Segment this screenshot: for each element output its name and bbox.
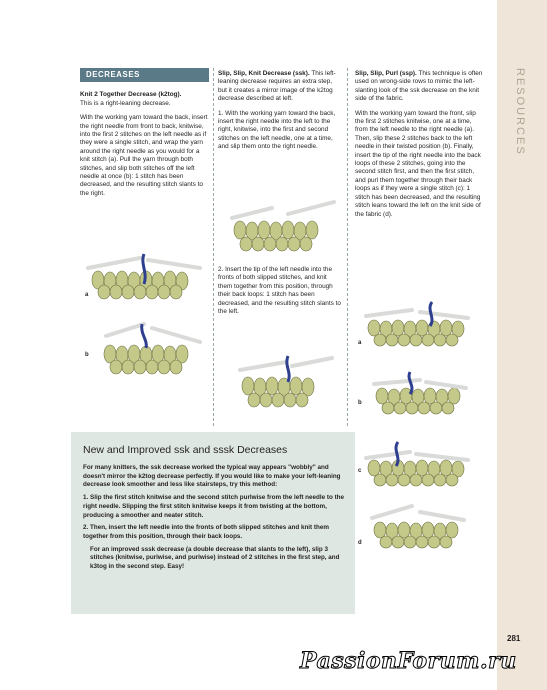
ssp-illustration-b [370,370,470,416]
tip-item-2: 2. Then, insert the left needle into the fronts of both slipped stitches and knit them together from this position, through their back loops. [83,524,329,540]
tip-item-1: 1. Slip the first stitch knitwise and the second stitch purlwise from the left needle to the right needle. Slipping the first stitch knitwise keeps it from twisting at the bottom, producing a smoother and neater stitch. [83,494,345,519]
section-heading: DECREASES [80,68,209,82]
k2tog-illustration-a [84,250,204,300]
k2tog-intro: This is a right-leaning decrease. [80,99,171,107]
watermark: PassionForum.ru [300,648,517,674]
ssp-illustration-c [362,438,472,488]
side-tab-label: RESOURCES [514,68,526,156]
ssp-illustration-d [368,498,468,550]
ssp-subheading: Slip, Slip, Purl (ssp). [355,70,417,77]
ssk-illustration-1 [228,196,338,256]
column-k2tog [80,68,209,204]
caption-b: b [85,352,89,358]
page-number: 281 [507,634,521,643]
ssp-body: With the working yarn toward the front, slip the first 2 stitches knitwise, one at a time, from the left needle to the right needle (a). Then, slip these 2 stitches back to the left needle in their twisted position (b). Finally, insert the tip of the right needle into the back loops of these 2 stitches, going into the second stitch first, and then the first stitch, and purl them together through their back loops as if they were a single stitch (c): 1 stitch has been decreased, and the resulting stitch leans toward the left on the knit side of the fabric (d). [355,109,481,218]
caption-a: a [85,292,89,298]
caption-c: c [358,468,362,474]
k2tog-illustration-b [96,318,206,378]
column-ssk [218,70,342,158]
tip-box-body [83,464,345,576]
ssk-step-1: 1. With the working yarn toward the back, insert the right needle into the left to the right, knitwise, into the first and second stitches on the left needle, one at a time, and slip them onto the right needle. [218,109,336,151]
column-divider [347,68,348,426]
ssk-subheading: Slip, Slip, Knit Decrease (ssk). [218,70,310,77]
ssk-illustration-2 [236,352,336,410]
ssk-step-2: 2. Insert the tip of the left needle into the fronts of both slipped stitches, and knit them together from this position, through their back loops: 1 stitch has been decreased, and the resulting stitch slants to the left. [218,266,341,316]
k2tog-subheading: Knit 2 Together Decrease (k2tog). [80,91,182,99]
caption-a: a [358,340,362,346]
tip-box-title: New and Improved ssk and sssk Decreases [83,444,288,456]
column-ssp [355,70,485,225]
ssp-illustration-a [362,300,472,348]
ssp-intro: This technique is often used on wrong-side rows to mimic the left-slanting look of the ssk decrease on the knit side of the fabric. [355,70,483,103]
column-ssk-step2 [218,266,342,322]
tip-paragraph-2: For an improved sssk decrease (a double decrease that slants to the left), slip 3 stitches (knitwise, purlwise, and purlwise) instead of 2 stitches in the first step, and k3tog in the second step. Easy! [90,545,340,571]
ssk-intro: This left-leaning decrease requires an extra step, but it creates a mirror image of the k2tog decrease described at left. [218,70,336,103]
tip-paragraph-1: For many knitters, the ssk decrease worked the typical way appears "wobbly" and doesn't mirror the k2tog decrease perfectly. If you would like to make your left-leaning decrease look smoother and less like stairsteps, try this method: [83,464,341,489]
k2tog-body: With the working yarn toward the back, insert the right needle from front to back, knitwise, into the first 2 stitches on the left needle as if they were a single stitch, and wrap the yarn around the right needle as you would for a knit stitch (a). Pull the yarn through both stitches, and slip both stitches off the left needle at once (b): 1 stitch has been decreased, and the resulting stitch slants to the right. [80,114,208,197]
column-divider [213,68,214,426]
caption-b: b [358,400,362,406]
caption-d: d [358,540,362,546]
